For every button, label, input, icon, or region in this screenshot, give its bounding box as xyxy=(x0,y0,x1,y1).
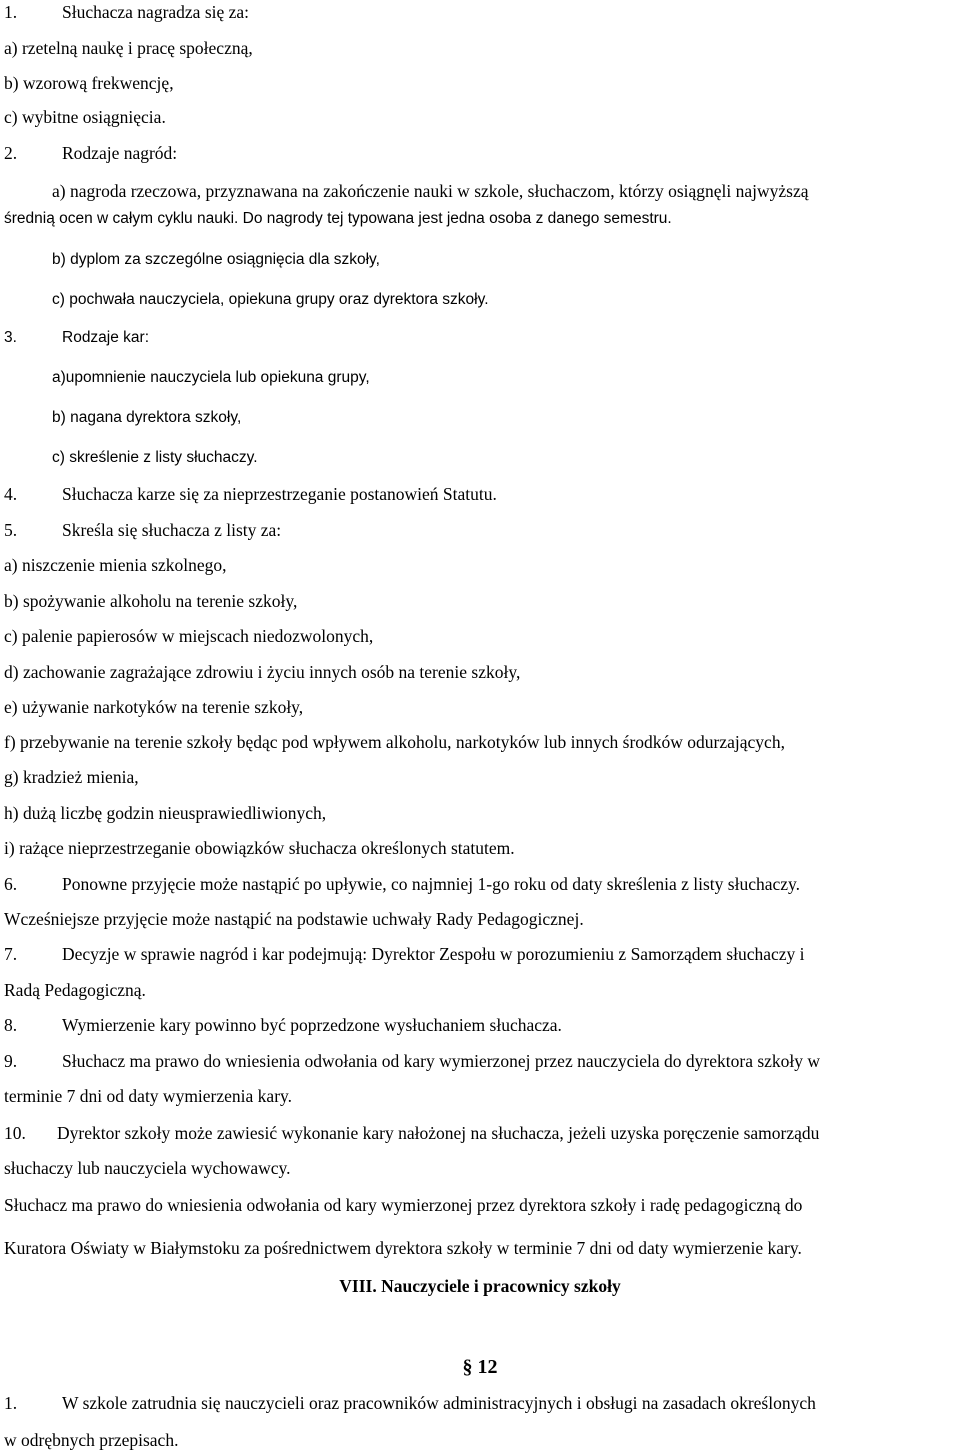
item-9-continuation: terminie 7 dni od daty wymierzenia kary. xyxy=(4,1086,293,1106)
item-text: Rodzaje nagród: xyxy=(62,143,178,163)
item-number: 1. xyxy=(4,1393,18,1413)
item-number: 10. xyxy=(4,1123,26,1143)
item-7 xyxy=(4,946,805,964)
item-6-continuation: Wcześniejsze przyjęcie może nastąpić na podstawie uchwały Rady Pedagogicznej. xyxy=(4,909,584,929)
section-12-item-1-continuation: w odrębnych przepisach. xyxy=(4,1430,179,1450)
item-5-point-e: e) używanie narkotyków na terenie szkoły, xyxy=(4,697,304,717)
item-1-point-b: b) wzorową frekwencję, xyxy=(4,73,174,93)
item-3-point-c: c) skreślenie z listy słuchaczy. xyxy=(52,449,258,466)
item-text: W szkole zatrudnia się nauczycieli oraz pracowników administracyjnych i obsługi na zasadach określonych xyxy=(62,1393,816,1413)
item-6 xyxy=(4,876,800,894)
item-8 xyxy=(4,1017,562,1035)
item-number: 5. xyxy=(4,520,18,540)
item-5-point-a: a) niszczenie mienia szkolnego, xyxy=(4,555,227,575)
item-text: Dyrektor szkoły może zawiesić wykonanie kary nałożonej na słuchacza, jeżeli uzyska poręczenie samorządu xyxy=(57,1123,820,1143)
item-1-point-c: c) wybitne osiągnięcia. xyxy=(4,107,166,127)
item-9 xyxy=(4,1053,820,1071)
item-text: Słuchacz ma prawo do wniesienia odwołania od kary wymierzonej przez nauczyciela do dyrektora szkoły w xyxy=(62,1051,821,1071)
appeal-paragraph-line-2: Kuratora Oświaty w Białymstoku za pośrednictwem dyrektora szkoły w terminie 7 dni od daty wymierzenie kary. xyxy=(4,1238,802,1258)
section-title: VIII. Nauczyciele i pracownicy szkoły xyxy=(339,1276,621,1296)
item-number: 8. xyxy=(4,1015,18,1035)
item-text: Decyzje w sprawie nagród i kar podejmują: Dyrektor Zespołu w porozumieniu z Samorządem słuchaczy i xyxy=(62,944,805,964)
item-number: 1. xyxy=(4,2,18,22)
item-10 xyxy=(4,1125,819,1143)
item-text: Ponowne przyjęcie może nastąpić po upływie, co najmniej 1-go roku od daty skreślenia z listy słuchaczy. xyxy=(62,874,801,894)
item-text: Słuchacza nagradza się za: xyxy=(62,2,250,22)
item-3-heading xyxy=(4,330,149,346)
item-number: 2. xyxy=(4,143,18,163)
item-number: 9. xyxy=(4,1051,18,1071)
item-number: 4. xyxy=(4,484,18,504)
paragraph-mark: § 12 xyxy=(462,1356,498,1378)
section-12-item-1 xyxy=(4,1395,816,1413)
item-5-point-b: b) spożywanie alkoholu na terenie szkoły, xyxy=(4,591,298,611)
item-1-point-a: a) rzetelną naukę i pracę społeczną, xyxy=(4,38,253,58)
item-4 xyxy=(4,486,497,504)
item-text: Słuchacza karze się za nieprzestrzeganie postanowień Statutu. xyxy=(62,484,497,504)
item-2-point-a-line-1: a) nagroda rzeczowa, przyznawana na zakończenie nauki w szkole, słuchaczom, którzy osiągnęli najwyższą xyxy=(52,181,809,201)
item-number: 6. xyxy=(4,874,18,894)
item-5-point-c: c) palenie papierosów w miejscach niedozwolonych, xyxy=(4,626,374,646)
item-text: Rodzaje kar: xyxy=(62,329,150,346)
item-10-continuation: słuchaczy lub nauczyciela wychowawcy. xyxy=(4,1158,291,1178)
item-2-heading xyxy=(4,145,177,163)
item-5-point-f: f) przebywanie na terenie szkoły będąc pod wpływem alkoholu, narkotyków lub innych środków odurzających, xyxy=(4,732,785,752)
item-5-point-h: h) dużą liczbę godzin nieusprawiedliwionych, xyxy=(4,803,327,823)
item-text: Skreśla się słuchacza z listy za: xyxy=(62,520,282,540)
item-2-point-c: c) pochwała nauczyciela, opiekuna grupy oraz dyrektora szkoły. xyxy=(52,291,489,308)
item-1-heading xyxy=(4,4,249,22)
appeal-paragraph-line-1: Słuchacz ma prawo do wniesienia odwołania od kary wymierzonej przez dyrektora szkoły i radę pedagogiczną do xyxy=(4,1195,803,1215)
item-5-point-g: g) kradzież mienia, xyxy=(4,767,139,787)
item-3-point-b: b) nagana dyrektora szkoły, xyxy=(52,409,242,426)
item-5-point-i: i) rażące nieprzestrzeganie obowiązków słuchacza określonych statutem. xyxy=(4,838,515,858)
item-5-point-d: d) zachowanie zagrażające zdrowiu i życiu innych osób na terenie szkoły, xyxy=(4,662,521,682)
item-2-point-a-line-2: średnią ocen w całym cyklu nauki. Do nagrody tej typowana jest jedna osoba z danego semestru. xyxy=(4,210,672,227)
item-3-point-a: a)upomnienie nauczyciela lub opiekuna grupy, xyxy=(52,369,370,386)
item-2-point-b: b) dyplom za szczególne osiągnięcia dla szkoły, xyxy=(52,251,380,268)
item-number: 7. xyxy=(4,944,18,964)
item-5-heading xyxy=(4,522,281,540)
item-number: 3. xyxy=(4,329,17,346)
item-7-continuation: Radą Pedagogiczną. xyxy=(4,980,146,1000)
item-text: Wymierzenie kary powinno być poprzedzone wysłuchaniem słuchacza. xyxy=(62,1015,562,1035)
